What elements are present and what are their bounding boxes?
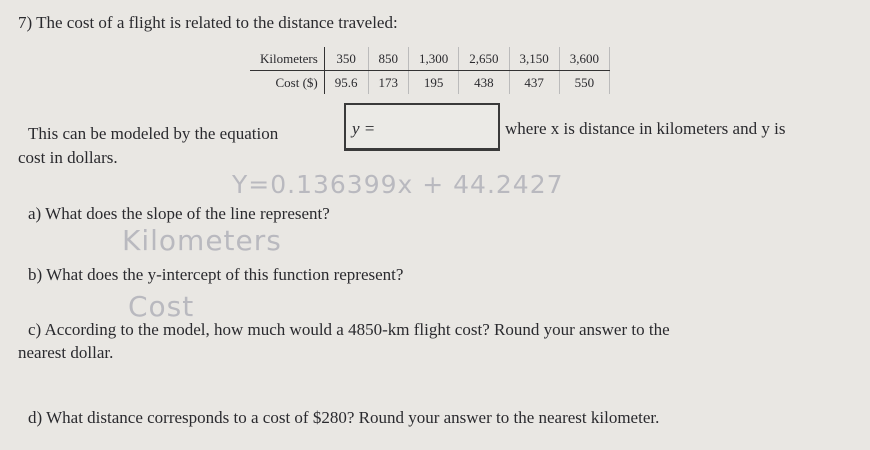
km-cell: 3,600 xyxy=(559,47,609,71)
table-row-kilometers xyxy=(250,47,610,71)
km-cell: 850 xyxy=(368,47,409,71)
handwritten-answer-a: Kilometers xyxy=(122,224,282,257)
handwritten-equation: Y=0.136399x + 44.2427 xyxy=(232,170,564,199)
table-row-cost xyxy=(250,71,610,95)
model-text-after: where x is distance in kilometers and y is xyxy=(505,119,786,138)
question-c-line1: c) According to the model, how much would a 4850-km flight cost? Round your answer to the xyxy=(28,320,670,339)
km-cell: 2,650 xyxy=(459,47,509,71)
km-cell: 1,300 xyxy=(409,47,459,71)
handwritten-answer-b: Cost xyxy=(128,290,195,323)
cost-cell: 195 xyxy=(409,71,459,95)
question-a: a) What does the slope of the line represent? xyxy=(28,204,330,223)
cost-cell: 550 xyxy=(559,71,609,95)
row-header-cost: Cost ($) xyxy=(250,71,324,95)
question-title: 7) The cost of a flight is related to the distance traveled: xyxy=(18,13,398,32)
cost-cell: 95.6 xyxy=(324,71,368,95)
cost-cell: 437 xyxy=(509,71,559,95)
equation-answer-box[interactable] xyxy=(344,103,500,151)
question-c-line2: nearest dollar. xyxy=(18,343,114,362)
data-table xyxy=(250,47,610,94)
model-text-before: This can be modeled by the equation xyxy=(28,124,279,143)
question-d: d) What distance corresponds to a cost of $280? Round your answer to the nearest kilometer. xyxy=(28,408,660,427)
question-b: b) What does the y-intercept of this function represent? xyxy=(28,265,404,284)
cost-cell: 173 xyxy=(368,71,409,95)
km-cell: 350 xyxy=(324,47,368,71)
row-header-kilometers: Kilometers xyxy=(250,47,324,71)
km-cell: 3,150 xyxy=(509,47,559,71)
answer-box-label: y = xyxy=(352,119,376,138)
model-text-line2: cost in dollars. xyxy=(18,148,118,167)
cost-cell: 438 xyxy=(459,71,509,95)
